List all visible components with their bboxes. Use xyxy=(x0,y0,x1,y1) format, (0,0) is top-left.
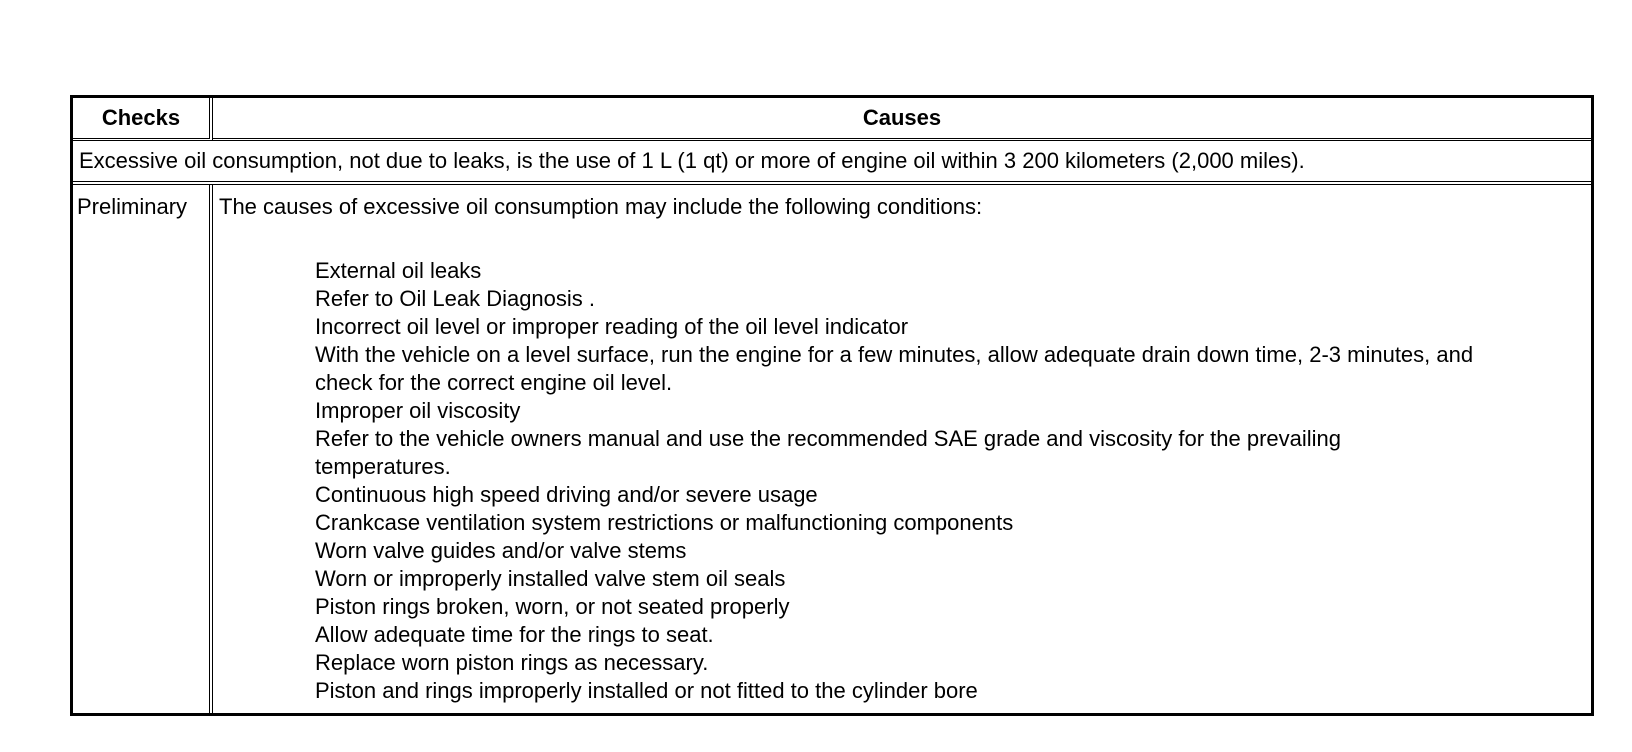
check-cell: Preliminary xyxy=(73,185,213,713)
list-item: External oil leaks xyxy=(315,258,482,283)
list-item: Refer to the vehicle owners manual and use the recommended SAE grade and viscosity for the prevailing temperatures. xyxy=(315,426,1342,479)
causes-intro: The causes of excessive oil consumption may include the following conditions: xyxy=(219,194,983,219)
list-item: Allow adequate time for the rings to seat. xyxy=(315,622,714,647)
causes-column-header: Causes xyxy=(213,98,1591,141)
table-header-row xyxy=(73,98,1591,141)
oil-consumption-diagnosis-table xyxy=(70,95,1594,716)
list-item: With the vehicle on a level surface, run the engine for a few minutes, allow adequate drain down time, 2-3 minutes, and check for the correct engine oil level. xyxy=(315,342,1474,395)
list-item: Piston rings broken, worn, or not seated properly xyxy=(315,594,790,619)
list-item: Refer to Oil Leak Diagnosis . xyxy=(315,286,596,311)
list-item: Crankcase ventilation system restrictions or malfunctioning components xyxy=(315,510,1014,535)
list-item: Worn or improperly installed valve stem oil seals xyxy=(315,566,786,591)
list-item: Replace worn piston rings as necessary. xyxy=(315,650,709,675)
list-item: Improper oil viscosity xyxy=(315,398,521,423)
list-item: Incorrect oil level or improper reading of the oil level indicator xyxy=(315,314,909,339)
causes-cell xyxy=(213,185,1591,713)
description-text: Excessive oil consumption, not due to leaks, is the use of 1 L (1 qt) or more of engine oil within 3 200 kilometers (2,000 miles). xyxy=(73,141,1591,185)
list-item: Continuous high speed driving and/or severe usage xyxy=(315,482,818,507)
list-item: Worn valve guides and/or valve stems xyxy=(315,538,687,563)
table-row xyxy=(73,185,1591,713)
list-item: Piston and rings improperly installed or not fitted to the cylinder bore xyxy=(315,678,978,703)
cause-list xyxy=(219,257,1475,705)
description-row xyxy=(73,141,1591,185)
checks-column-header: Checks xyxy=(73,98,213,141)
